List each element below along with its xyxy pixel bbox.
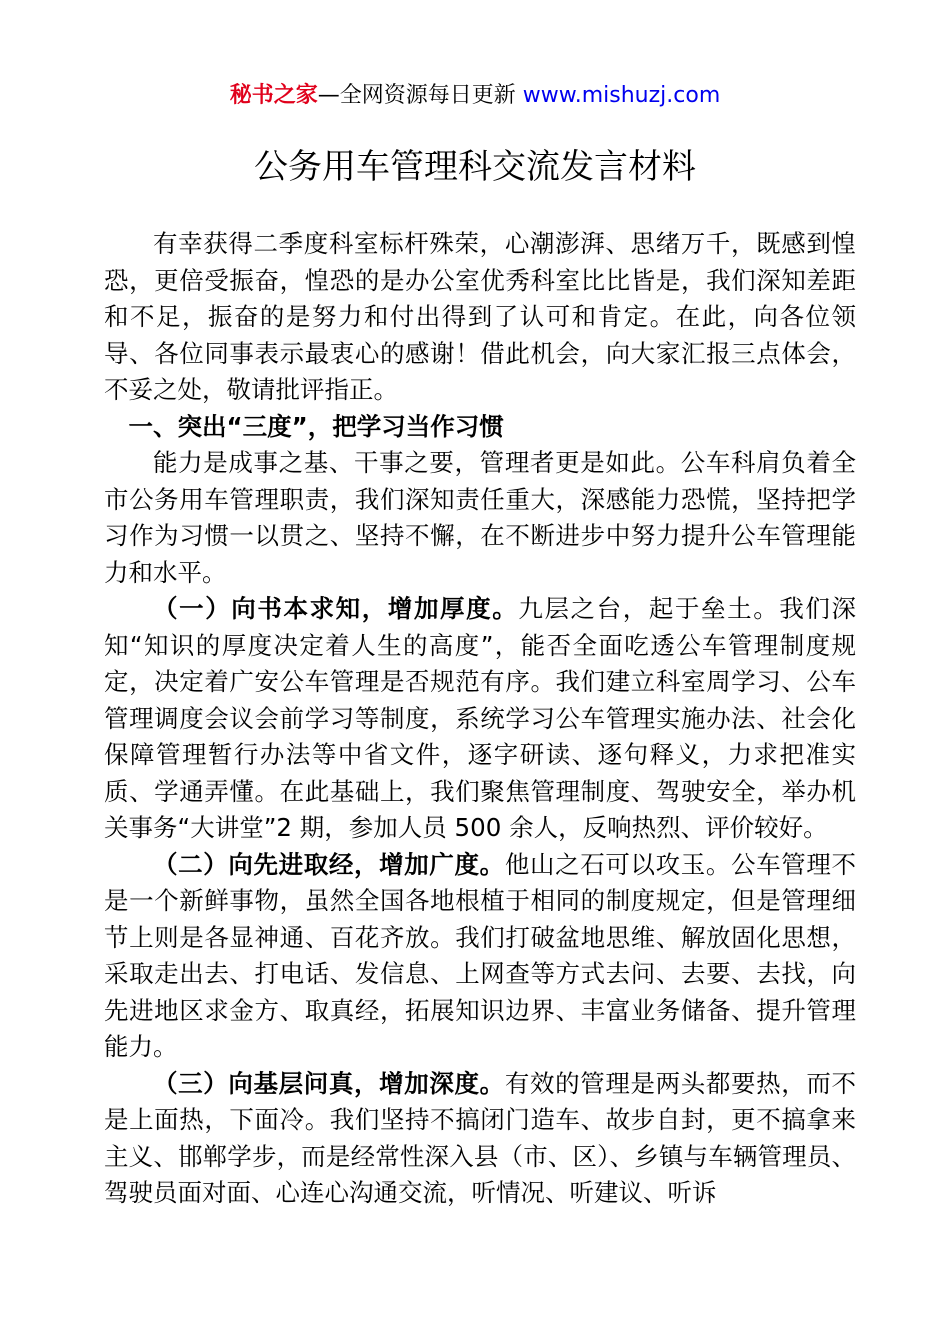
item-1-text: 九层之台，起于垒土。我们深知“知识的厚度决定着人生的高度”，能否全面吃透公车管理制度规定，决定着广安公车管理是否规范有序。我们建立科室周学习、公车管理调度会议会前学习等制度，系统学习公车管理实施办法、社会化保障管理暂行办法等中省文件，逐字研读、逐句释义，力求把准实质、学通弄懂。在此基础上，我们聚焦管理制度、驾驶安全，举办机关事务“大讲堂”2 期，参加人员 500 余人，反响热烈、评价较好。	[104, 594, 857, 842]
section-1-heading: 一、突出“三度”，把学习当作习惯	[128, 411, 504, 441]
item-2-paragraph	[104, 847, 856, 1066]
item-2-text: 他山之石可以攻玉。公车管理不是一个新鲜事物，虽然全国各地根植于相同的制度规定，但是管理细节上则是各显神通、百花齐放。我们打破盆地思维、解放固化思想，采取走出去、打电话、发信息、上网查等方式去问、去要、去找，向先进地区求金方、取真经，拓展知识边界、丰富业务储备、提升管理能力。	[104, 849, 857, 1061]
item-1-lead: （一）向书本求知，增加厚度。	[153, 594, 519, 623]
site-brand: 秘书之家	[229, 83, 318, 108]
item-1-paragraph	[104, 591, 856, 847]
item-3-lead: （三）向基层问真，增加深度。	[153, 1068, 505, 1098]
document-body	[104, 226, 856, 1212]
item-3-text: 有效的管理是两头都要热，而不是上面热，下面冷。我们坚持不搞闭门造车、故步自封，更不搞拿来主义、邯郸学步，而是经常性深入县（市、区）、乡镇与车辆管理员、驾驶员面对面、心连心沟通交流，听情况、听建议、听诉	[104, 1068, 857, 1207]
site-header	[0, 80, 950, 112]
item-2-lead: （二）向先进取经，增加广度。	[153, 849, 505, 879]
document-title: 公务用车管理科交流发言材料	[254, 147, 696, 187]
intro-paragraph: 有幸获得二季度科室标杆殊荣，心潮澎湃、思绪万千，既感到惶恐，更倍受振奋，惶恐的是办公室优秀科室比比皆是，我们深知差距和不足，振奋的是努力和付出得到了认可和肯定。在此，向各位领导、各位同事表示最衷心的感谢！借此机会，向大家汇报三点体会，不妥之处，敬请批评指正。	[104, 229, 856, 404]
site-url-link[interactable]: www.mishuzj.com	[522, 83, 721, 108]
item-3-paragraph	[104, 1066, 856, 1212]
section-1-paragraph: 能力是成事之基、干事之要，管理者更是如此。公车科肩负着全市公务用车管理职责，我们深知责任重大，深感能力恐慌，坚持把学习作为习惯一以贯之、坚持不懈，在不断进步中努力提升公车管理能力和水平。	[104, 448, 856, 587]
site-tagline: —全网资源每日更新	[317, 83, 516, 108]
